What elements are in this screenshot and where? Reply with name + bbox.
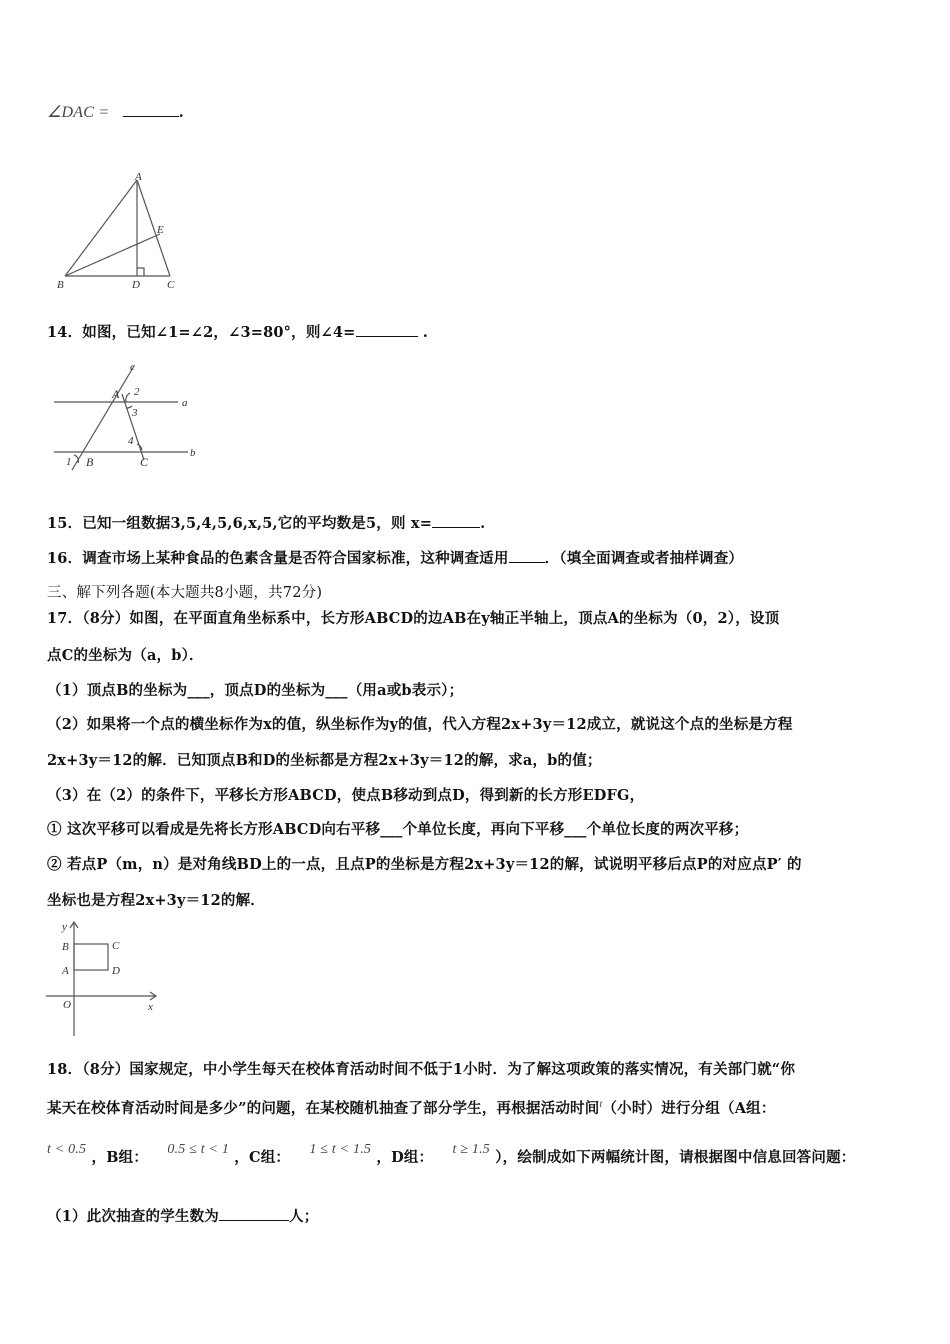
q18-line-1: 18．（8分）国家规定，中小学生每天在校体育活动时间不低于1小时．为了解这项政策的落实情况，有关部门就“你 [47, 1061, 796, 1078]
q18-line-2-tail: （小时）进行分组（A组： [602, 1100, 776, 1117]
section-3-title: 三、解下列各题(本大题共8小题，共72分) [47, 585, 323, 601]
angle-label-2: 2 [134, 386, 140, 398]
coordinate-rectangle-figure [44, 916, 169, 1041]
answer-blank [219, 1208, 289, 1221]
question-14-text: 14．如图，已知∠1=∠2，∠3=80°，则∠4= [47, 324, 356, 341]
angle-label-3: 3 [132, 407, 138, 419]
label-c: C [167, 279, 175, 291]
group-a-condition: t < 0.5 [47, 1142, 87, 1157]
question-16-text: 16．调查市场上某种食品的色素含量是否符合国家标准，这种调查适用 [47, 550, 509, 567]
q17-part-2a: （2）如果将一个点的横坐标作为x的值，纵坐标作为y的值，代入方程2x+3y＝12成立，就说这个点的坐标是方程 [47, 716, 793, 733]
q18-part-1 [47, 1205, 318, 1226]
label-o: O [63, 999, 71, 1011]
question-14 [47, 321, 428, 342]
q17-part-3a: ① 这次平移可以看成是先将长方形ABCD向右平移___个单位长度，再向下平移___个单位长度的两次平移； [47, 821, 749, 838]
q18-part-1-text: （1）此次抽查的学生数为 [47, 1208, 219, 1225]
label-c-point: C [140, 455, 149, 469]
answer-blank [432, 515, 480, 528]
q18-line-3-tail: ），绘制成如下两幅统计图，请根据图中信息回答问题： [495, 1149, 856, 1166]
edge-ac [137, 180, 170, 276]
end-mark: . [422, 324, 429, 341]
q17-line-2: 点C的坐标为（a，b）． [47, 647, 204, 664]
group-b-condition: 0.5 ≤ t < 1 [167, 1142, 230, 1157]
label-e: E [157, 224, 164, 236]
label-b: B [62, 941, 69, 953]
label-c: C [112, 940, 120, 952]
label-d: D [112, 965, 120, 977]
answer-blank [509, 550, 545, 563]
edge-ab [65, 180, 137, 276]
angle-arc-2 [126, 393, 130, 402]
label-a-line: a [182, 397, 188, 409]
label-x: x [148, 1001, 153, 1013]
label-a: A [135, 171, 142, 183]
parallel-lines-figure [50, 358, 205, 476]
answer-blank [356, 324, 418, 337]
q17-part-3: （3）在（2）的条件下，平移长方形ABCD，使点B移动到点D，得到新的长方形EDFG， [47, 787, 645, 804]
group-c-label: ，C组： [234, 1149, 291, 1166]
end-mark: . [178, 104, 184, 121]
angle-dac-label: ∠DAC = [47, 104, 110, 121]
answer-blank [123, 104, 179, 117]
angle-label-4: 4 [128, 435, 134, 447]
right-angle-mark [137, 268, 144, 276]
q17-part-1: （1）顶点B的坐标为___，顶点D的坐标为___（用a或b表示）； [47, 682, 464, 699]
question-15 [47, 512, 485, 533]
end-mark: . [480, 515, 486, 532]
q17-part-2b: 2x+3y＝12的解．已知顶点B和D的坐标都是方程2x+3y＝12的解，求a，b的值； [47, 752, 602, 769]
q18-line-2 [47, 1097, 776, 1118]
question-16-hint: ．（填全面调查或者抽样调查） [544, 550, 744, 567]
t-symbol: t [599, 1099, 603, 1111]
label-b-line: b [190, 447, 196, 459]
q18-line-3 [47, 1142, 856, 1167]
transversal-ac [122, 394, 144, 460]
rectangle-abcd [74, 944, 108, 970]
q18-part-1-unit: 人； [289, 1208, 319, 1225]
label-y: y [62, 921, 67, 933]
angle-label-1: 1 [66, 456, 72, 468]
label-d: D [132, 279, 140, 291]
label-a-point: A [112, 387, 120, 401]
group-d-label: ，D组： [376, 1149, 434, 1166]
label-b: B [57, 279, 64, 291]
question-16 [47, 547, 743, 568]
label-a: A [62, 965, 69, 977]
q17-part-3b-1: ② 若点P（m，n）是对角线BD上的一点，且点P的坐标是方程2x+3y＝12的解，试说明平移后点P的对应点P′ 的 [47, 856, 802, 873]
label-b-point: B [86, 455, 94, 469]
group-d-condition: t ≥ 1.5 [452, 1142, 490, 1157]
group-c-condition: 1 ≤ t < 1.5 [309, 1142, 372, 1157]
q17-line-1: 17．（8分）如图，在平面直角坐标系中，长方形ABCD的边AB在y轴正半轴上，顶点A的坐标为（0，2），设顶 [47, 610, 780, 627]
q18-line-2-text: 某天在校体育活动时间是多少”的问题，在某校随机抽查了部分学生，再根据活动时间 [47, 1100, 600, 1117]
line-c [72, 366, 134, 470]
q13-answer-line [47, 102, 184, 122]
question-15-text: 15．已知一组数据3,5,4,5,6,x,5,它的平均数是5，则 x= [47, 515, 433, 532]
triangle-figure [55, 168, 190, 296]
group-b-label: ，B组： [91, 1149, 149, 1166]
segment-be [65, 234, 160, 276]
label-c-line: c [130, 361, 135, 373]
q17-part-3b-2: 坐标也是方程2x+3y＝12的解． [47, 892, 265, 909]
